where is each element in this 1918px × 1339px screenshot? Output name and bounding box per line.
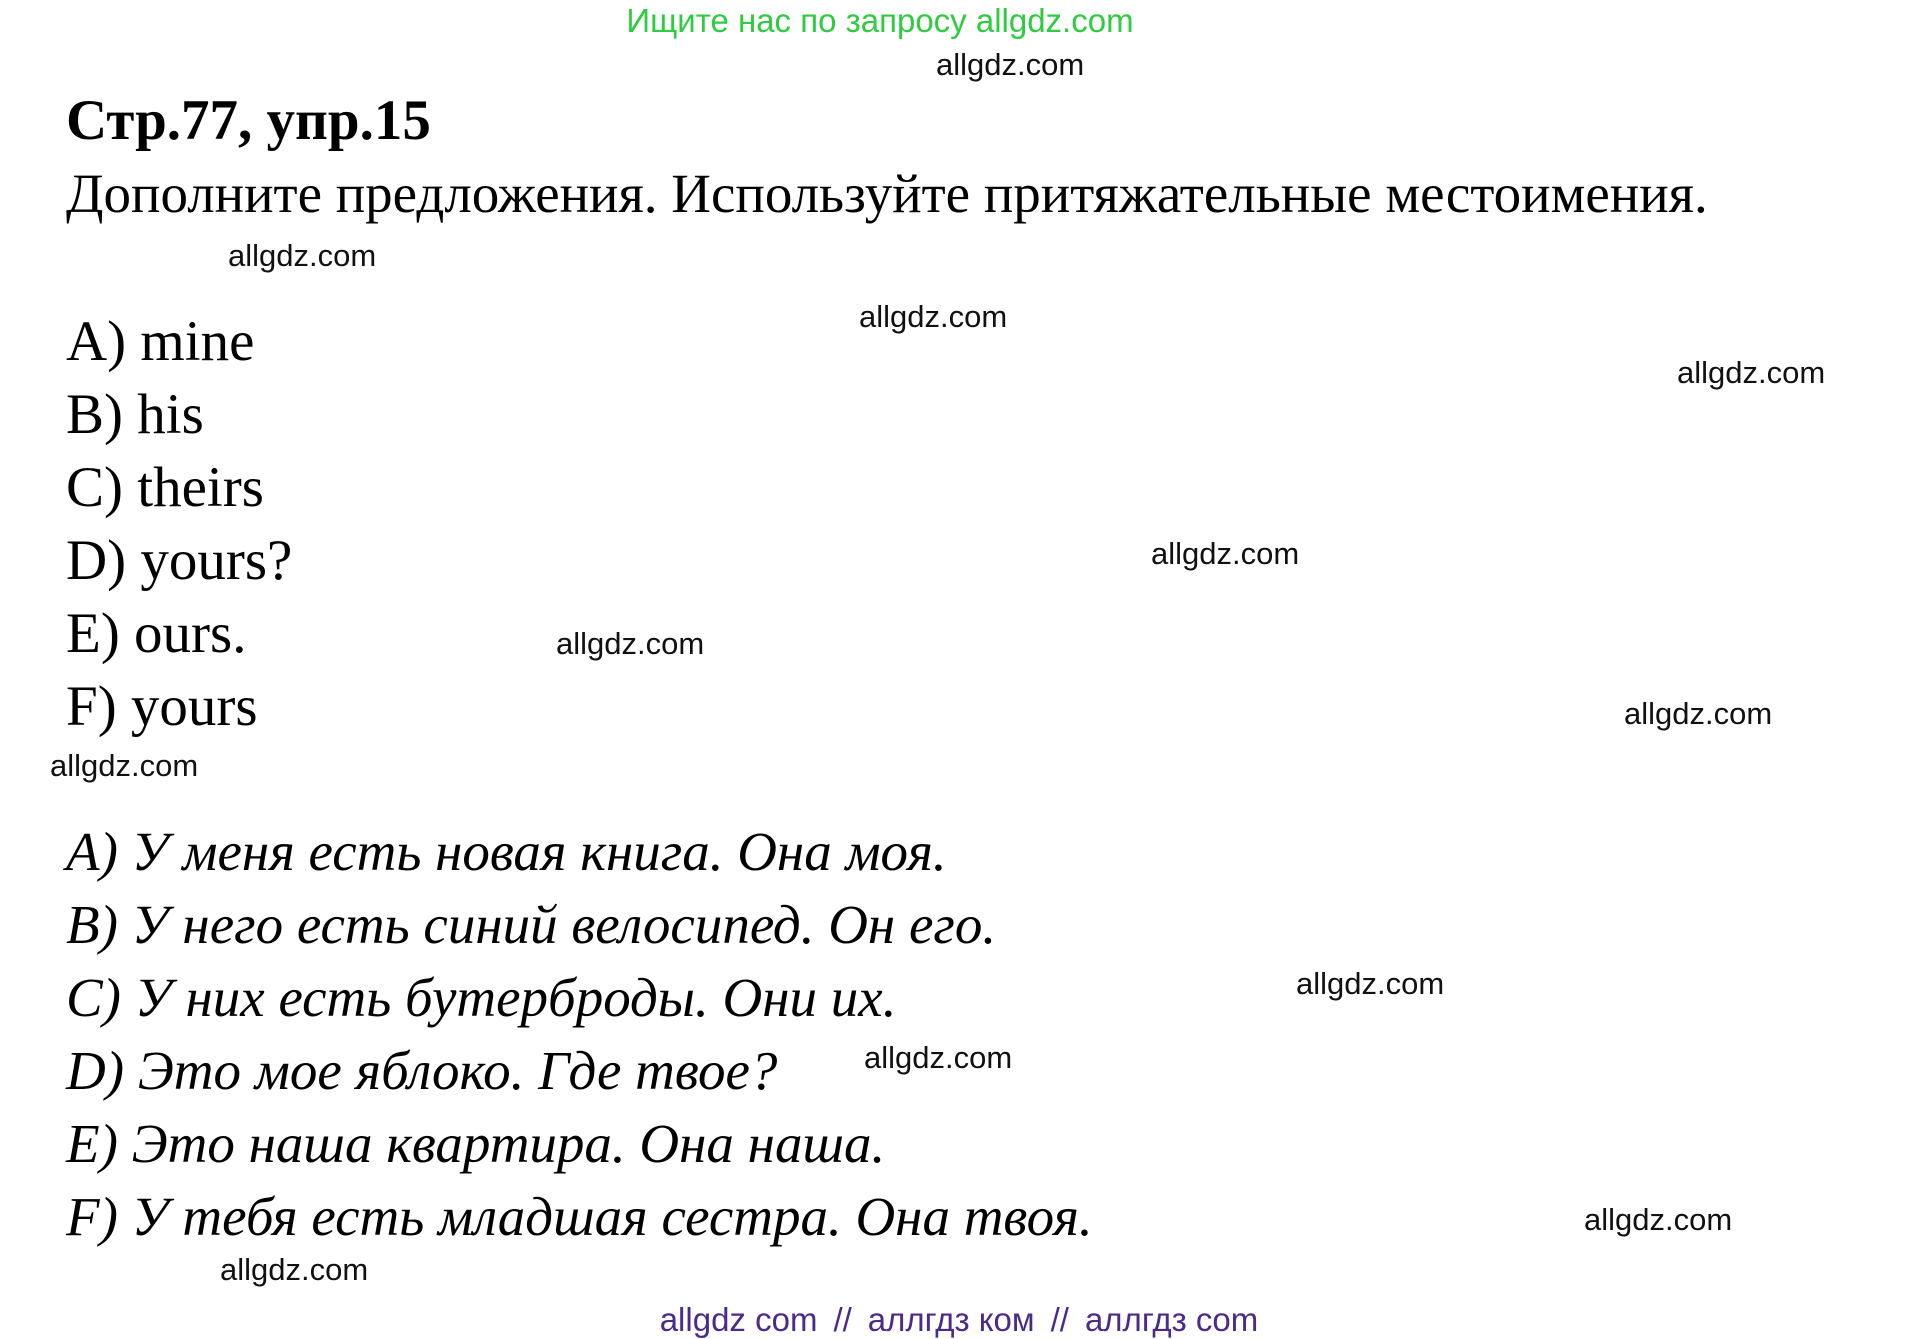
translation-item: A) У меня есть новая книга. Она моя. [66,821,947,882]
watermark: allgdz.com [936,47,1085,82]
top-banner: Ищите нас по запросу allgdz.com [626,2,1134,39]
watermark: allgdz.com [220,1252,369,1287]
watermark: allgdz.com [859,299,1008,334]
answer-list [66,305,292,743]
translation-item: E) Это наша квартира. Она наша. [66,1113,886,1174]
answer-item: D) yours? [66,529,293,592]
translation-item: D) Это мое яблоко. Где твое? [66,1040,778,1101]
footer-link[interactable]: аллгдз ком [867,1301,1035,1338]
watermark: allgdz.com [228,238,377,273]
answer-item: E) ours. [66,602,247,665]
answer-item: C) theirs [66,456,264,519]
watermark: allgdz.com [556,626,705,661]
watermark: allgdz.com [1624,696,1773,731]
footer-links [0,1301,1918,1339]
translation-item: C) У них есть бутерброды. Они их. [66,967,897,1028]
watermark: allgdz.com [50,748,199,783]
watermark: allgdz.com [864,1040,1013,1075]
page-title: Стр.77, упр.15 [66,89,431,152]
exercise-instruction: Дополните предложения. Используйте притяжательные местоимения. [66,163,1708,224]
answer-item: B) his [66,383,204,446]
footer-link[interactable]: allgdz com [659,1301,818,1338]
footer-separator: // [1050,1301,1069,1338]
translation-item: F) У тебя есть младшая сестра. Она твоя. [66,1186,1093,1247]
translation-item: B) У него есть синий велосипед. Он его. [66,894,997,955]
answer-item: F) yours [66,675,258,738]
watermark: allgdz.com [1151,536,1300,571]
footer-link[interactable]: аллгдз com [1084,1301,1259,1338]
translation-list [66,815,1093,1253]
answer-item: A) mine [66,310,255,373]
watermark: allgdz.com [1296,966,1445,1001]
watermark: allgdz.com [1677,355,1826,390]
watermark: allgdz.com [1584,1202,1733,1237]
footer-separator: // [833,1301,852,1338]
